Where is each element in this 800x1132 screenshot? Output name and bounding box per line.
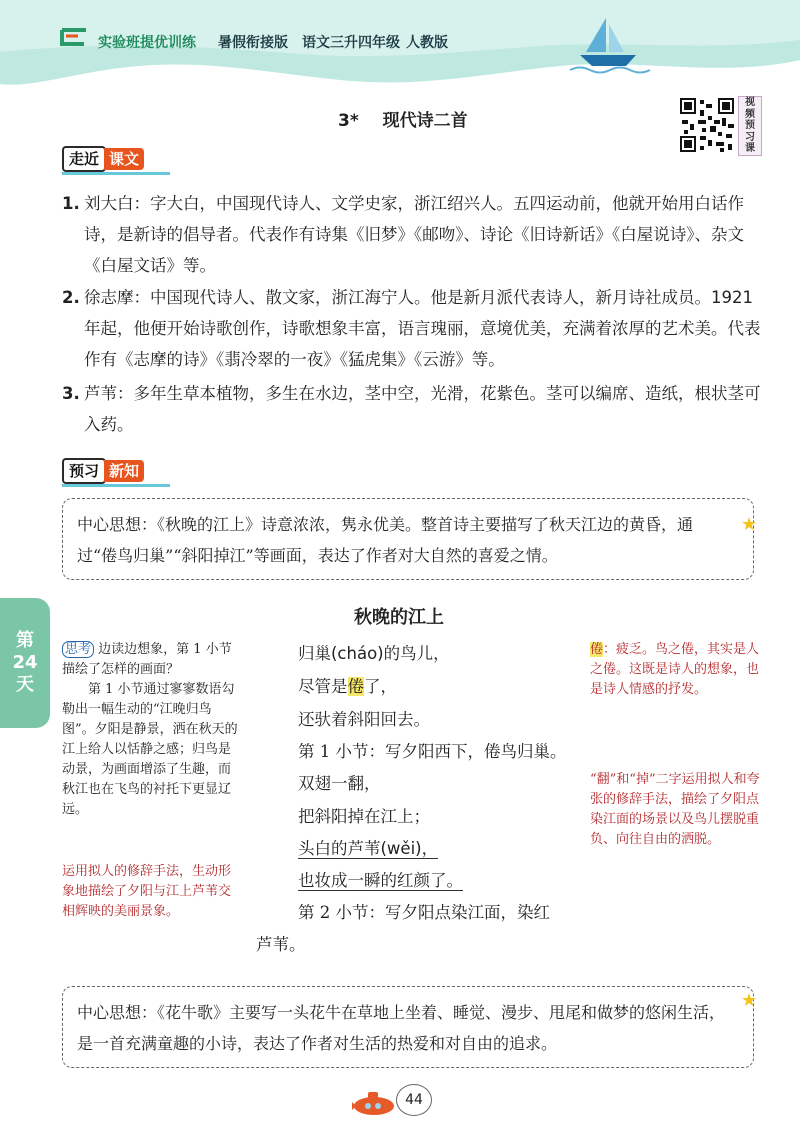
item-text: 芦苇：多年生草本植物，多生在水边，茎中空，光滑，花紫色。茎可以编席、造纸，根状茎可入药。 (84, 384, 761, 434)
poem-text: 了， (364, 677, 397, 696)
video-preview-label[interactable] (738, 96, 762, 156)
word-note-term: 倦 (590, 642, 604, 657)
section-label-part-b: 新知 (104, 460, 144, 482)
star-icon: ★ (741, 514, 758, 535)
central-idea-box (62, 498, 754, 580)
stanza-note: 第 2 小节：写夕阳点染江面，染红 (298, 903, 550, 922)
star-icon: ★ (741, 990, 758, 1011)
underlined-line: 头白的芦苇(wěi)， (298, 839, 439, 858)
section-label-part-a: 走近 (62, 146, 106, 172)
section-label-part-b: 课文 (104, 148, 144, 170)
underlined-line: 也妆成一瞬的红颜了。 (298, 871, 463, 890)
think-question: 边读边想象，第 1 小节描绘了怎样的画面？ (62, 642, 232, 677)
left-note (62, 640, 242, 820)
qr-label-char: 习 (745, 131, 755, 143)
section-label-part-a: 预习 (62, 458, 106, 484)
day-tab (0, 598, 50, 728)
poem-text: 尽管是 (298, 677, 348, 696)
left-red-note: 运用拟人的修辞手法，生动形象地描绘了夕阳与江上芦苇交相辉映的美丽景象。 (62, 864, 232, 919)
qr-label-char: 课 (745, 143, 755, 154)
qr-label-char: 频 (745, 108, 755, 120)
section-underline (62, 484, 170, 487)
section-underline (62, 172, 170, 175)
highlighted-word: 倦 (347, 677, 364, 696)
qr-code[interactable] (678, 96, 736, 154)
rhetoric-note: “翻”和“掉”二字运用拟人和夸张的修辞手法，描绘了夕阳点染江面的场景以及鸟儿摆脱重负、向往自由的洒脱。 (590, 772, 760, 847)
subject-label: 语文三升四年级 (302, 35, 400, 51)
word-note (590, 640, 760, 700)
poem-line: 双翅一翻， (298, 774, 381, 793)
edition-label: 暑假衔接版 (218, 35, 288, 51)
lesson-title (338, 106, 468, 131)
poem-line: 归巢(cháo)的鸟儿， (298, 644, 450, 663)
lesson-name: 现代诗二首 (382, 111, 468, 131)
think-answer: 第 1 小节通过寥寥数语勾勒出一幅生动的“江晚归鸟图”。夕阳是静景，洒在秋天的江上给人以恬静之感；归鸟是动景，为画面增添了生趣，而秋江也在飞鸟的衬托下更显辽远。 (62, 682, 238, 817)
item-number: 1. (62, 194, 80, 213)
central-idea-text: 中心思想：《花牛歌》主要写一头花牛在草地上坐着、睡觉、漫步、甩尾和做梦的悠闲生活，是一首充满童趣的小诗，表达了作者对生活的热爱和对自由的追求。 (77, 1003, 726, 1053)
poem-line (298, 673, 397, 697)
stanza-note: 芦苇。 (256, 935, 306, 954)
qr-label-char: 视 (745, 97, 755, 108)
item-number: 2. (62, 288, 80, 307)
central-idea-text: 中心思想：《秋晚的江上》诗意浓浓，隽永优美。整首诗主要描写了秋天江边的黄昏，通过“倦鸟归巢”“斜阳掉江”等画面，表达了作者对大自然的喜爱之情。 (77, 515, 694, 565)
item-text: 徐志摩：中国现代诗人、散文家，浙江海宁人。他是新月派代表诗人，新月诗社成员。1921 年起，他便开始诗歌创作，诗歌想象丰富，语言瑰丽，意境优美，充满着浓厚的艺术美。代表作有《志摩的诗》《翡冷翠的一夜》《猛虎集》《云游》等。 (84, 288, 761, 369)
submarine-icon (348, 1088, 398, 1118)
list-item (62, 378, 762, 440)
poem-line: 把斜阳掉在江上； (298, 807, 430, 826)
item-number: 3. (62, 384, 80, 403)
page-number: 44 (396, 1084, 432, 1116)
poem-line (298, 835, 438, 859)
poem-title: 秋晚的江上 (354, 607, 444, 628)
poem-line: 还驮着斜阳回去。 (298, 710, 430, 729)
central-idea-box (62, 986, 754, 1068)
day-tab-char: 第 (16, 630, 34, 651)
page-header (0, 0, 800, 95)
lesson-number: 3* (338, 111, 359, 131)
qr-label-char: 预 (745, 120, 755, 131)
section-label-intro (62, 146, 144, 172)
stanza-note: 第 1 小节：写夕阳西下，倦鸟归巢。 (298, 742, 567, 761)
list-item (62, 188, 762, 281)
word-note-text: ：疲乏。鸟之倦，其实是人之倦。这既是诗人的想象，也是诗人情感的抒发。 (590, 642, 760, 697)
item-text: 刘大白：字大白，中国现代诗人、文学史家，浙江绍兴人。五四运动前，他就开始用白话作诗，是新诗的倡导者。代表作有诗集《旧梦》《邮吻》、诗论《旧诗新话》《白屋说诗》、杂文《白屋文话》等。 (84, 194, 744, 275)
think-tag: 思考 (62, 641, 94, 658)
list-item (62, 282, 762, 375)
section-label-preview (62, 458, 144, 484)
day-tab-num: 24 (12, 652, 38, 673)
poem-line (298, 867, 463, 891)
brand-name: 实验班提优训练 (98, 35, 196, 51)
day-tab-char: 天 (16, 674, 34, 695)
publisher-label: 人教版 (406, 35, 448, 51)
